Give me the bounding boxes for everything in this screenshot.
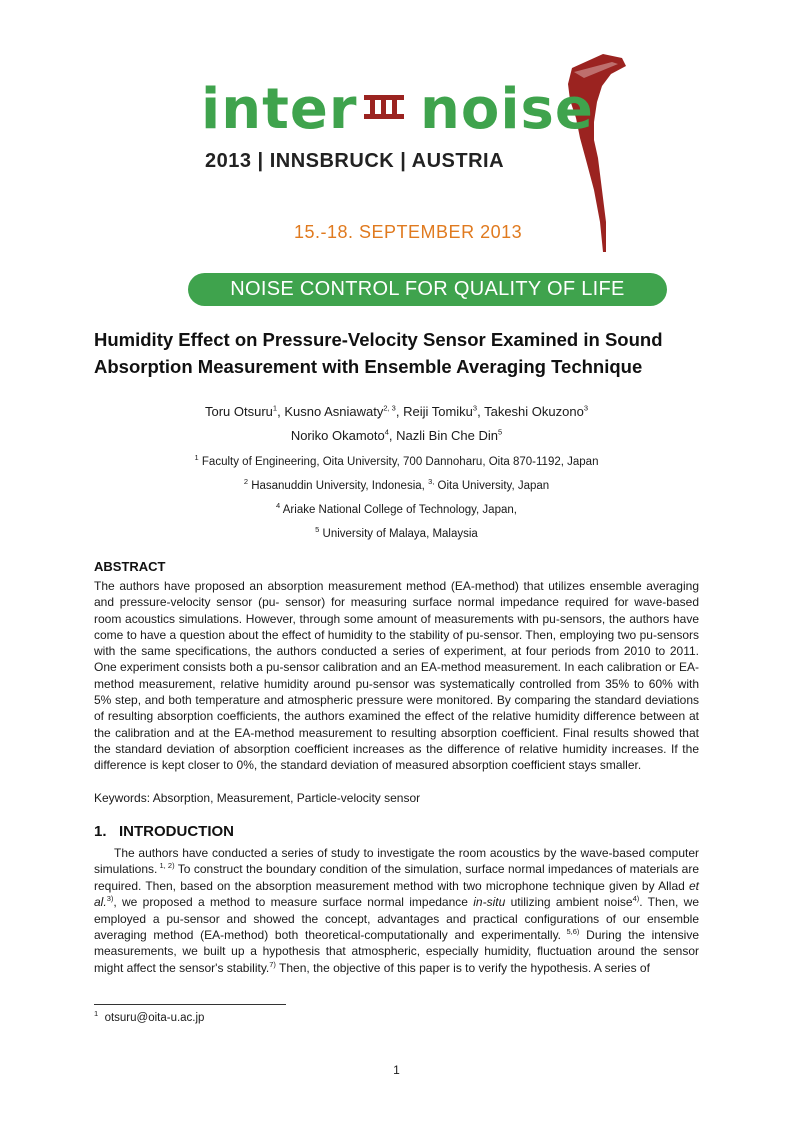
intro-segment: , we proposed a method to measure surface normal impedance [113,895,474,910]
affiliation-text: Faculty of Engineering, Oita University, 700 Dannoharu, Oita 870-1192, Japan [201,456,599,468]
conference-banner: NOISE CONTROL FOR QUALITY OF LIFE [188,273,667,306]
citation: 1, 2) [157,861,175,871]
affiliation-sup: 4 [276,501,281,511]
footnote-divider [94,1004,286,1005]
introduction-text [94,845,699,976]
conference-header [0,0,793,320]
citation: 4) [632,894,640,904]
intro-italic: et al. [94,878,699,910]
affiliation-text: Ariake National College of Technology, Japan, [282,504,517,516]
footnote-mark: 1 [94,1009,99,1019]
affiliation-list [94,450,699,546]
intro-segment: The authors have conducted a series of study to investigate the room acoustics by the wave-based computer simulations. [94,846,699,877]
affiliation [94,474,699,498]
author-sup: 5 [498,427,503,437]
conference-location: 2013 | INNSBRUCK | AUSTRIA [205,150,505,172]
affiliation-sup: 3, [428,477,435,487]
abstract-text: The authors have proposed an absorption measurement method (EA-method) that utilizes ensemble averaging and pressure-velocity sensor (pu- sensor) for measuring surface normal impedance required for wave-based room acoustics simulations. However, through some amount of measurements with pu-sensors, the authors have come to have a question about the effect of humidity to the stability of pu-sensor. Then, employing two pu-sensors with the same specifications, the authors conducted a series of experiment, at four periods from 2010 to 2011. One experiment consists both a pu-sensor calibration and an EA-method measurement. In each calibration or EA-method measurement, relative humidity around pu-sensor was systematically controlled from 35% to 60% with 5% step, and both temperature and atmospheric pressure were monitored. By comparing the standard deviations of resulting absorption coefficients, the authors examined the effect of the relative humidity difference between at the calibration and at the EA-method measurement to resulting absorption coefficient. Final results showed that the standard deviation of absorption coefficient increases as the difference of relative humidity increases. If the difference is kept closer to 0%, the standard deviation of measured absorption coefficient stays smaller. [94,579,699,773]
keywords: Keywords: Absorption, Measurement, Particle-velocity sensor [94,791,421,805]
author-sup: 3 [472,403,478,413]
intro-italic: in-situ [473,895,506,910]
affiliation-text: University of Malaya, Malaysia [322,528,478,540]
affiliation-text: Hasanuddin University, Indonesia, [251,480,425,492]
introduction-heading: 1. INTRODUCTION [94,823,235,840]
affiliation-text: Oita University, Japan [437,480,550,492]
authors-line-1: Toru Otsuru$^1$, Kusno Asniawaty$^{2, 3}$, Reiji Tomiku$^3$, Takeshi Okuzono$^3$ [204,403,588,419]
author-sup: 4 [384,427,389,437]
author-name: Toru Otsuru [204,404,273,419]
intro-segment: Then, the objective of this paper is to verify the hypothesis. A series of [275,960,650,975]
logo-inter: inter [201,77,358,142]
author-sup: 3 [583,403,588,413]
affiliation-sup: 1 [194,453,199,463]
affiliation [94,450,699,474]
abstract-heading: ABSTRACT [94,559,166,574]
page-number: 1 [393,1063,400,1077]
footnote [94,1009,205,1024]
author-name: Kusno Asniawaty [284,404,384,419]
footnote-email: otsuru@oita-u.ac.jp [104,1012,205,1024]
author-name: Nazli Bin Che Din [396,428,499,443]
author-name: Takeshi Okuzono [484,404,584,419]
author-list [94,400,699,448]
intro-segment: utilizing ambient noise [505,895,633,910]
conference-dates: 15.-18. SEPTEMBER 2013 [294,222,523,242]
affiliation [94,498,699,522]
citation: 3) [106,894,114,904]
affiliation-sup: 5 [315,525,320,535]
author-name: Noriko Okamoto [290,428,385,443]
author-name: Reiji Tomiku [403,404,473,419]
author-sup: 1 [272,403,278,413]
author-sup: 2, 3 [383,403,396,413]
citation: 7) [269,959,276,969]
logo-noise: noise [420,77,594,142]
authors-line-2: Noriko Okamoto$^4$, Nazli Bin Che Din$^5$ [290,427,503,443]
intro-segment: To construct the boundary condition of the simulation, surface normal impedances of materials are required. Then, based on the absorption measurement method with two microphone technique given by Allad [94,862,700,893]
tyrol-glyph-icon [364,95,404,119]
affiliation-sup: 2 [243,477,248,487]
intro-segment: During the intensive measurements, we built up a hypothesis that atmospheric, especially humidity, fluctuation around the sensor might affect the sensor's stability. [94,928,699,975]
paper-title: Humidity Effect on Pressure-Velocity Sensor Examined in Sound Absorption Measurement with Ensemble Averaging Technique [94,329,663,377]
affiliation [94,522,699,546]
citation: 5,6) [561,927,580,937]
intro-segment: . Then, we employed a pu-sensor and showed the concept, advantages and practical configurations of our ensemble averaging method (EA-method) both theoretical-computationally and experimentally. [94,895,700,943]
